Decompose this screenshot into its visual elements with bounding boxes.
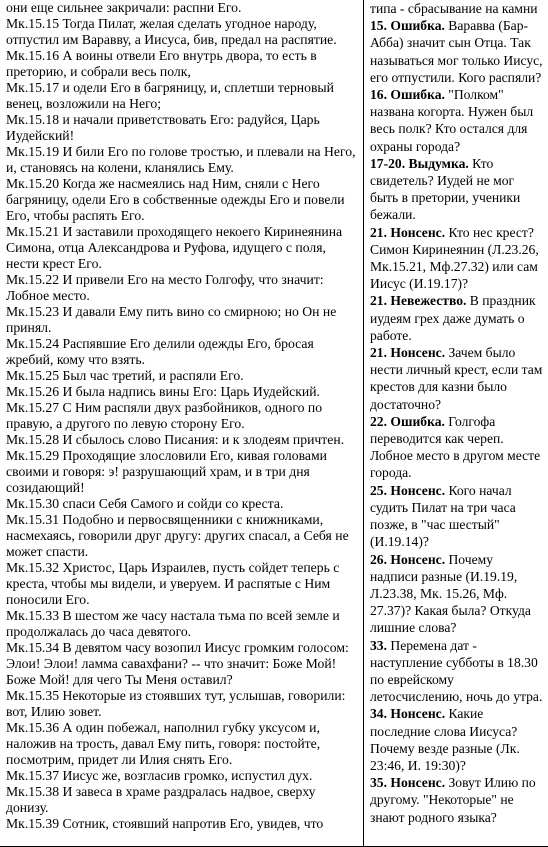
verse-line: Мк.15.34 В девятом часу возопил Иисус громким голосом: Элои! Элои! ламма савахфани? -- что значит: Боже Мой! Боже Мой! для чего Ты Меня оставил? xyxy=(6,640,349,687)
commentary-column xyxy=(364,0,548,847)
note-text: типа - сбрасывание на камни xyxy=(370,1,538,16)
verse-line: Мк.15.16 А воины отвели Его внутрь двора, то есть в преторию, и собрали весь полк, xyxy=(6,48,317,79)
note-label: 34. Нонсенс. xyxy=(370,706,446,722)
verse-line: Мк.15.15 Тогда Пилат, желая сделать угодное народу, отпустил им Варавву, а Иисуса, бив, предал на распятие. xyxy=(6,16,337,47)
verse-line: Мк.15.17 и одели Его в багряницу, и, сплетши терновый венец, возложили на Него; xyxy=(6,80,334,111)
verse-line: Мк.15.20 Когда же насмеялись над Ним, сняли с Него багряницу, одели Его в собственные одежды Его и повели Его, чтобы распять Его. xyxy=(6,176,345,223)
verse-line: Мк.15.28 И сбылось слово Писания: и к злодеям причтен. xyxy=(6,432,345,447)
verse-line: Мк.15.33 В шестом же часу настала тьма по всей земле и продолжалась до часа девятого. xyxy=(6,608,340,639)
note-text: Кто свидетель? Иудей не мог быть в претории, ученики бежали. xyxy=(370,155,521,223)
commentary-note xyxy=(370,86,544,155)
verse-line: Мк.15.19 И били Его по голове тростью, и плевали на Него, и, становясь на колени, кланялись Ему. xyxy=(6,144,356,175)
note-text: "Полком" названа когорта. Нужен был весь полк? Кто остался для охраны города? xyxy=(370,87,534,154)
verse-line: Мк.15.35 Некоторые из стоявших тут, услышав, говорили: вот, Илию зовет. xyxy=(6,688,346,719)
verse-line: Мк.15.30 спаси Себя Самого и сойди со креста. xyxy=(6,496,284,511)
note-text: В праздник иудеям грех даже думать о работе. xyxy=(370,293,536,343)
commentary-note xyxy=(370,224,544,293)
verse-line: Мк.15.25 Был час третий, и распяли Его. xyxy=(6,368,244,383)
commentary-note xyxy=(370,705,544,774)
verse-line: Мк.15.18 и начали приветствовать Его: радуйся, Царь Иудейский! xyxy=(6,112,320,143)
commentary-note xyxy=(370,0,544,17)
note-text: Кто нес крест? Симон Киринеянин (Л.23.26, Мк.15.21, Мф.27.32) или сам Иисус (И.19.17)? xyxy=(370,224,539,292)
verse-line: Мк.15.21 И заставили проходящего некоего Киринеянина Симона, отца Александрова и Руфова, идущего с поля, нести крест Его. xyxy=(6,224,343,271)
note-label: 16. Ошибка. xyxy=(370,87,445,103)
verse-line: Мк.15.37 Иисус же, возгласив громко, испустил дух. xyxy=(6,768,313,783)
commentary-note xyxy=(370,155,544,224)
commentary-note xyxy=(370,551,544,637)
note-label: 35. Нонсенс. xyxy=(370,775,446,791)
note-label: 25. Нонсенс. xyxy=(370,482,446,498)
commentary-note xyxy=(370,774,544,826)
note-label: 26. Нонсенс. xyxy=(370,551,446,567)
verse-line: Мк.15.29 Проходящие злословили Его, кивая головами своими и говоря: э! разрушающий храм, и в три дня созидающий! xyxy=(6,448,327,495)
note-label: 17-20. Выдумка. xyxy=(370,155,469,171)
verse-line: Мк.15.39 Сотник, стоявший напротив Его, увидев, что xyxy=(6,816,324,831)
verse-line: Мк.15.22 И привели Его на место Голгофу, что значит: Лобное место. xyxy=(6,272,324,303)
commentary-note xyxy=(370,482,544,551)
verse-line: Мк.15.26 И была надпись вины Его: Царь Иудейский. xyxy=(6,384,320,399)
note-text: Перемена дат - наступление субботы в 18.30 по еврейскому летосчислению, ночь до утра. xyxy=(370,637,543,705)
note-label: 33. xyxy=(370,637,387,653)
note-label: 22. Ошибка. xyxy=(370,413,445,429)
note-text: Зовут Илию по другому. "Некоторые" не знают родного языка? xyxy=(370,775,536,825)
note-label: 21. Нонсенс. xyxy=(370,345,446,361)
verse-line: Мк.15.38 И завеса в храме раздралась надвое, сверху донизу. xyxy=(6,784,316,815)
verse-line: Мк.15.31 Подобно и первосвященники с книжниками, насмехаясь, говорили друг другу: других спасал, а Себя не может спасти. xyxy=(6,512,349,559)
commentary-note xyxy=(370,344,544,413)
verse-line: Мк.15.36 А один побежал, наполнил губку уксусом и, наложив на трость, давал Ему пить, говоря: постойте, посмотрим, придет ли Илия снять Его. xyxy=(6,720,321,767)
commentary-note xyxy=(370,17,544,86)
commentary-note xyxy=(370,637,544,706)
verse-line: Мк.15.27 С Ним распяли двух разбойников, одного по правую, а другого по левую сторону Его. xyxy=(6,400,323,431)
note-text: Варавва (Бар-Абба) значит сын Отца. Так называться мог только Иисус, его отпустили. Кого распяли? xyxy=(370,18,543,85)
note-text: Какие последние слова Иисуса? Почему везде разные (Лк. 23:46, И. 19:30)? xyxy=(370,706,520,773)
commentary-note xyxy=(370,292,544,344)
note-text: Кого начал судить Пилат на три часа позже, в "час шестый" (И.19.14)? xyxy=(370,482,516,550)
note-label: 15. Ошибка. xyxy=(370,18,445,34)
note-label: 21. Нонсенс. xyxy=(370,224,446,240)
commentary-note xyxy=(370,413,544,482)
note-text: Голгофа переводится как череп. Лобное место в другом месте города. xyxy=(370,413,541,481)
verse-line: Мк.15.24 Распявшие Его делили одежды Его, бросая жребий, кому что взять. xyxy=(6,336,314,367)
verse-line: они еще сильнее закричали: распни Его. xyxy=(6,0,242,15)
verse-line: Мк.15.32 Христос, Царь Израилев, пусть сойдет теперь с креста, чтобы мы видели, и уверуем. И распятые с Ним поносили Его. xyxy=(6,560,340,607)
note-text: Почему надписи разные (И.19.19, Л.23.38, Мк. 15.26, Мф. 27.37)? Какая была? Откуда лишние слова? xyxy=(370,551,531,636)
note-label: 21. Невежество. xyxy=(370,293,467,309)
note-text: Зачем было нести личный крест, если там крестов для казни было достаточно? xyxy=(370,345,543,412)
verse-line: Мк.15.23 И давали Ему пить вино со смирною; но Он не принял. xyxy=(6,304,337,335)
